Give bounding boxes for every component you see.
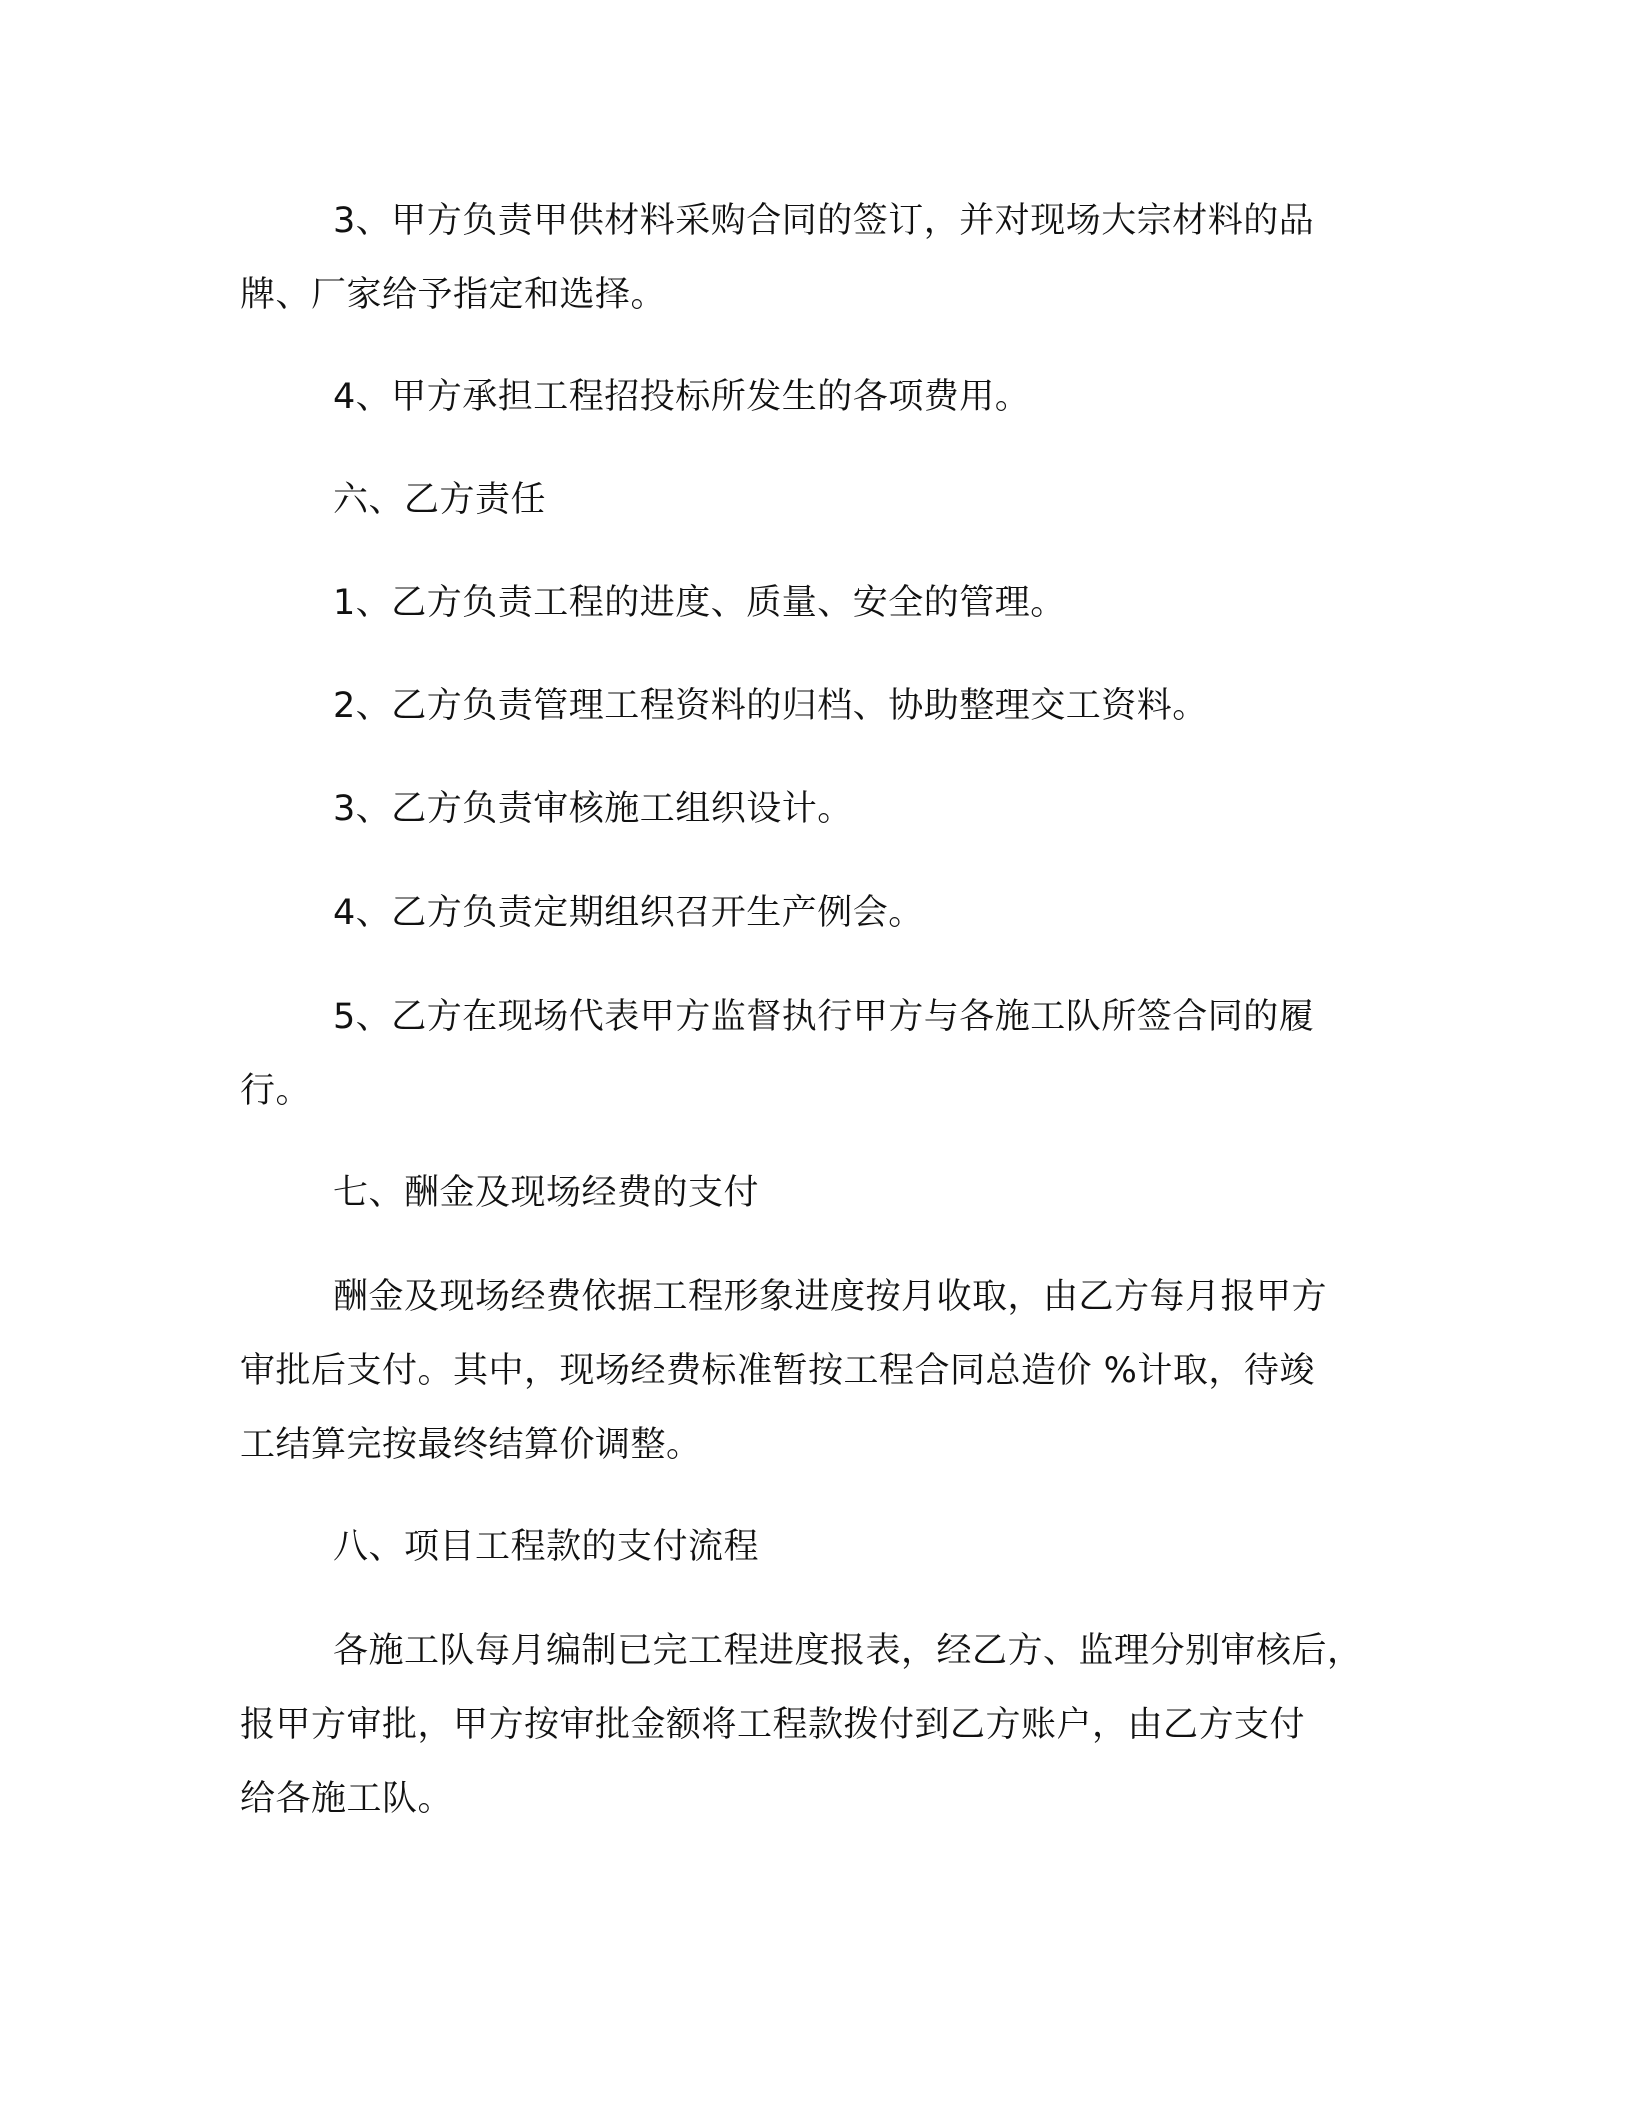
paragraph-3-line-2: 牌、厂家给予指定和选择。 [240,275,667,315]
paragraph-payment-line-2: 报甲方审批，甲方按审批金额将工程款拨付到乙方账户，由乙方支付 [240,1705,1306,1745]
section-heading-6: 六、乙方责任 [333,480,547,520]
paragraph-3-line-1: 3、甲方负责甲供材料采购合同的签订，并对现场大宗材料的品 [333,201,1315,241]
paragraph-fees-line-1: 酬金及现场经费依据工程形象进度按月收取，由乙方每月报甲方 [333,1277,1328,1317]
paragraph-fees-line-3: 工结算完按最终结算价调整。 [240,1425,702,1465]
section-heading-7: 七、酬金及现场经费的支付 [333,1173,760,1213]
paragraph-payment-line-1: 各施工队每月编制已完工程进度报表，经乙方、监理分别审核后， [333,1631,1363,1671]
paragraph-b2: 2、乙方负责管理工程资料的归档、协助整理交工资料。 [333,686,1208,726]
paragraph-b5-line-2: 行。 [240,1071,312,1111]
paragraph-b5-line-1: 5、乙方在现场代表甲方监督执行甲方与各施工队所签合同的履 [333,997,1315,1037]
paragraph-b4: 4、乙方负责定期组织召开生产例会。 [333,893,924,933]
paragraph-b3: 3、乙方负责审核施工组织设计。 [333,789,853,829]
paragraph-b1: 1、乙方负责工程的进度、质量、安全的管理。 [333,583,1066,623]
section-heading-8: 八、项目工程款的支付流程 [333,1527,760,1567]
paragraph-4: 4、甲方承担工程招投标所发生的各项费用。 [333,377,1031,417]
paragraph-payment-line-3: 给各施工队。 [240,1779,454,1819]
paragraph-fees-line-2: 审批后支付。其中，现场经费标准暂按工程合同总造价 %计取，待竣 [240,1351,1315,1391]
